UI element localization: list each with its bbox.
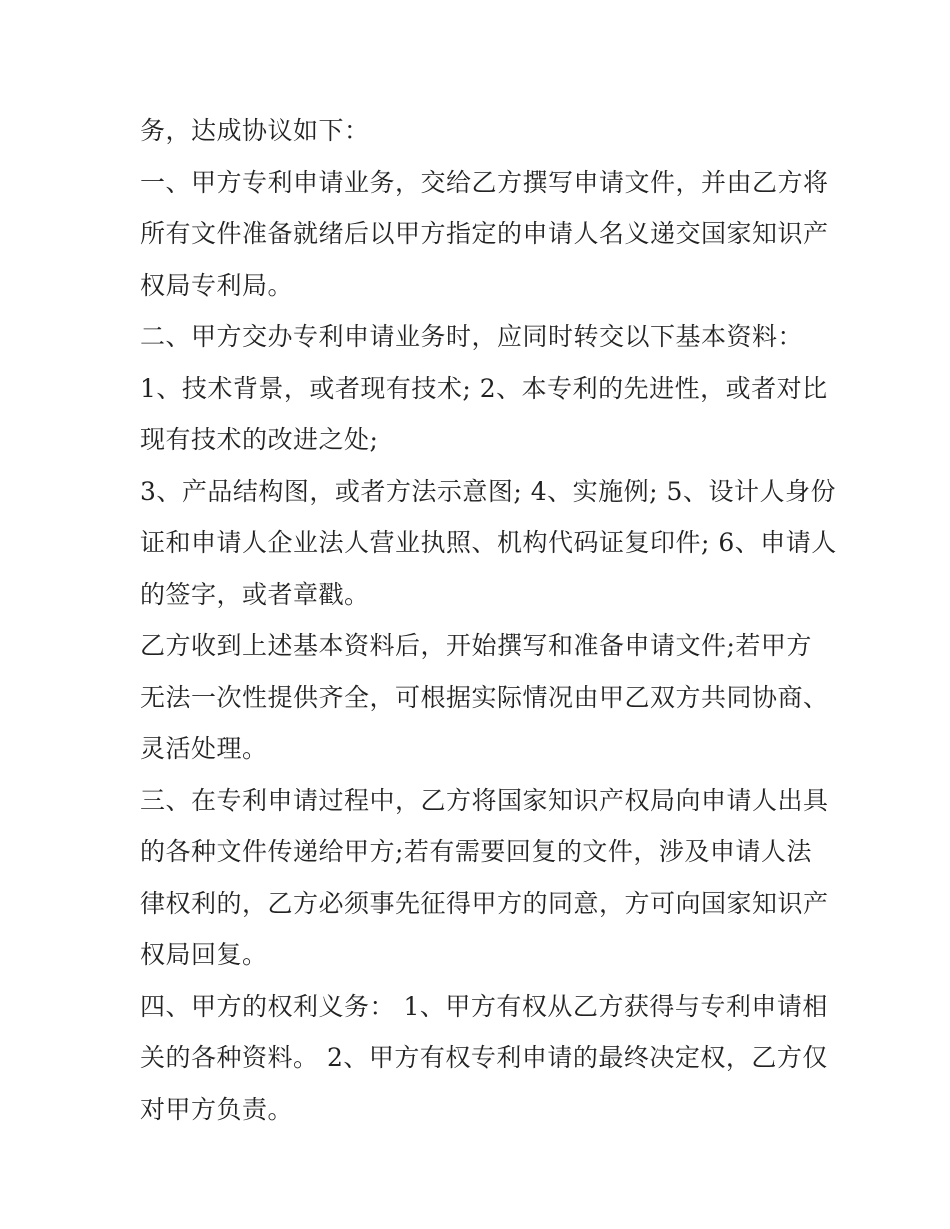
text-line: 权局专利局。 (140, 270, 294, 300)
text-line: 律权利的，乙方必须事先征得甲方的同意，方可向国家知识产 (140, 888, 829, 918)
text-line: 对甲方负责。 (140, 1094, 294, 1124)
text-line: 现有技术的改进之处; (140, 425, 379, 454)
text-line: 的签字，或者章戳。 (140, 579, 370, 609)
text-line: 务，达成协议如下： (140, 116, 370, 145)
text-line: 三、在专利申请过程中，乙方将国家知识产权局向申请人出具 (140, 785, 829, 815)
text-line: 1、技术背景，或者现有技术; 2、本专利的先进性，或者对比 (140, 373, 828, 403)
text-line: 一、甲方专利申请业务，交给乙方撰写申请文件，并由乙方将 (140, 167, 829, 197)
text-line: 证和申请人企业法人营业执照、机构代码证复印件; 6、申请人 (140, 528, 837, 557)
text-line: 二、甲方交办专利申请业务时，应同时转交以下基本资料： (140, 322, 804, 351)
text-line: 乙方收到上述基本资料后，开始撰写和准备申请文件;若甲方 (140, 631, 812, 660)
text-line: 的各种文件传递给甲方;若有需要回复的文件，涉及申请人法 (140, 837, 812, 866)
text-line: 权局回复。 (140, 940, 268, 969)
text-line: 关的各种资料。 2、甲方有权专利申请的最终决定权，乙方仅 (140, 1043, 828, 1072)
text-line: 灵活处理。 (140, 734, 268, 763)
text-line: 无法一次性提供齐全，可根据实际情况由甲乙双方共同协商、 (140, 682, 829, 712)
document-body (140, 105, 837, 1135)
text-line: 所有文件准备就绪后以甲方指定的申请人名义递交国家知识产 (140, 219, 829, 248)
text-line: 3、产品结构图，或者方法示意图; 4、实施例; 5、设计人身份 (140, 476, 836, 506)
text-line: 四、甲方的权利义务： 1、甲方有权从乙方获得与专利申请相 (140, 991, 828, 1021)
